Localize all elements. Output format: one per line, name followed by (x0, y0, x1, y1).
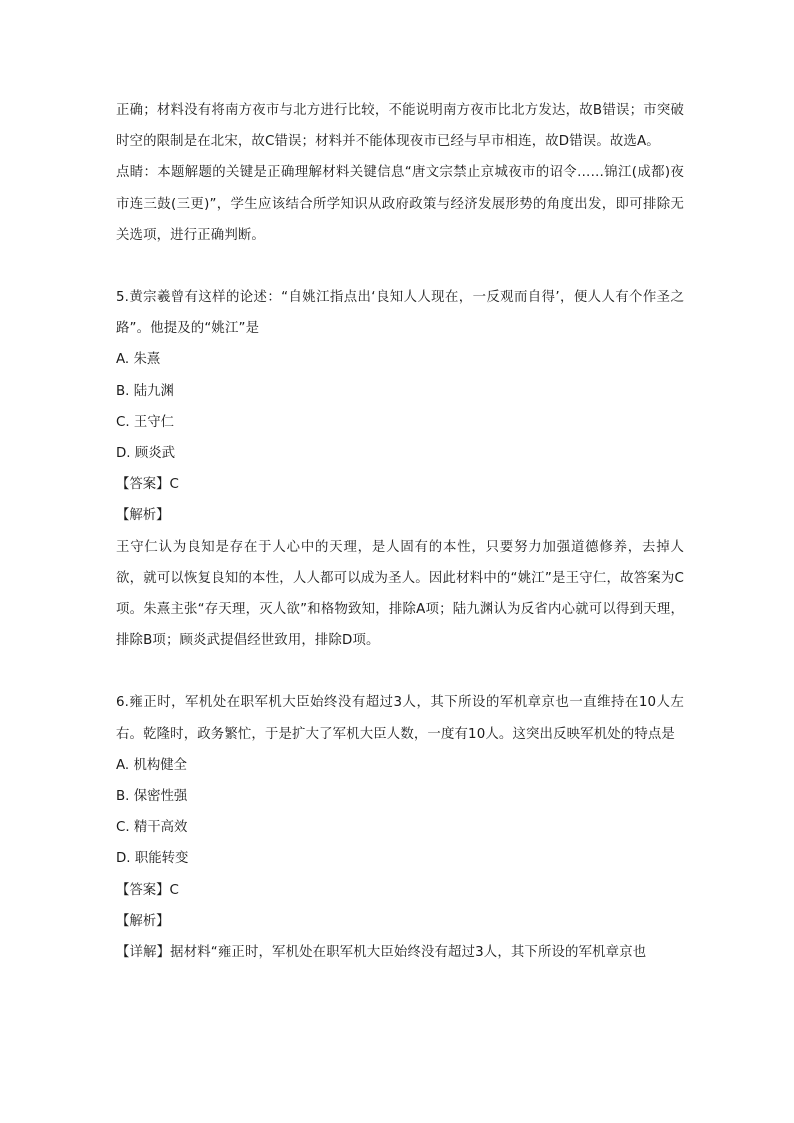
q5-option-a: A. 朱熹 (116, 352, 161, 368)
prev-tip: 点睛：本题解题的关键是正确理解材料关键信息“唐文宗禁止京城夜市的诏令……锦江(成都)夜市连三鼓(三更)”，学生应该结合所学知识从政府政策与经济发展形势的角度出发，即可排除无关选项，进行正确判断。 (116, 165, 684, 243)
q6-detail: 【详解】据材料“雍正时，军机处在职军机大臣始终没有超过3人，其下所设的军机章京也 (116, 945, 647, 961)
q6-option-d: D. 职能转变 (116, 851, 189, 867)
q5-answer: 【答案】C (116, 477, 179, 493)
document-page (116, 95, 684, 968)
spacer (116, 656, 684, 687)
q5-option-d: D. 顾炎武 (116, 446, 175, 462)
q5-stem: 5.黄宗羲曾有这样的论述：“自姚江指点出‘良知人人现在，一反观而自得’，便人人有个作圣之路”。他提及的“姚江”是 (116, 290, 684, 337)
q6-answer: 【答案】C (116, 882, 179, 898)
q6-option-b: B. 保密性强 (116, 789, 188, 805)
spacer (116, 251, 684, 282)
q5-analysis: 王守仁认为良知是存在于人心中的天理，是人固有的本性，只要努力加强道德修养，去掉人欲，就可以恢复良知的本性，人人都可以成为圣人。因此材料中的“姚江”是王守仁，故答案为C项。朱熹主张“存天理，灭人欲”和格物致知，排除A项；陆九渊认为反省内心就可以得到天理，排除B项；顾炎武提倡经世致用，排除D项。 (116, 539, 684, 649)
q6-analysis-label: 【解析】 (116, 913, 170, 929)
q6-option-a: A. 机构健全 (116, 757, 187, 773)
q6-option-c: C. 精干高效 (116, 820, 188, 836)
q5-option-b: B. 陆九渊 (116, 383, 174, 399)
prev-analysis-continued: 正确；材料没有将南方夜市与北方进行比较，不能说明南方夜市比北方发达，故B错误；市突破时空的限制是在北宋，故C错误；材料并不能体现夜市已经与早市相连，故D错误。故选A。 (116, 103, 684, 150)
q6-stem: 6.雍正时，军机处在职军机大臣始终没有超过3人，其下所设的军机章京也一直维持在10人左右。乾隆时，政务繁忙，于是扩大了军机大臣人数，一度有10人。这突出反映军机处的特点是 (116, 695, 684, 742)
q5-option-c: C. 王守仁 (116, 414, 175, 430)
q5-analysis-label: 【解析】 (116, 508, 170, 524)
